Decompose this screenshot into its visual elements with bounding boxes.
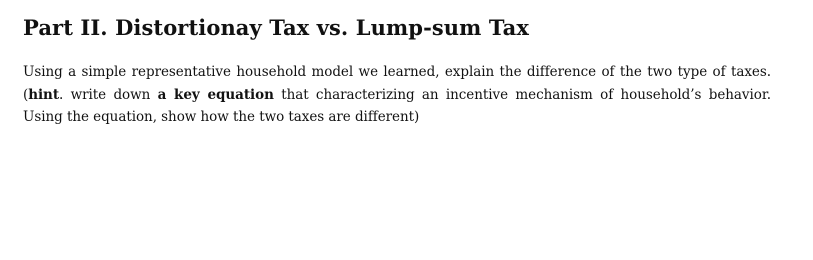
hint-label: hint <box>28 86 60 103</box>
section-title: Part II. Distortionay Tax vs. Lump-sum Tax <box>23 15 529 40</box>
question-text-part3: that characterizing an incentive mechanism of household’s behavior. Using the equation, show how the two taxes are different) <box>23 86 771 125</box>
question-text-part1: Using a simple representative household model we learned, explain the difference of the two type of taxes. ( <box>23 64 771 103</box>
question-text-part2: . write down <box>59 86 158 103</box>
question-paragraph <box>23 61 771 129</box>
key-equation-phrase: a key equation <box>157 86 274 103</box>
